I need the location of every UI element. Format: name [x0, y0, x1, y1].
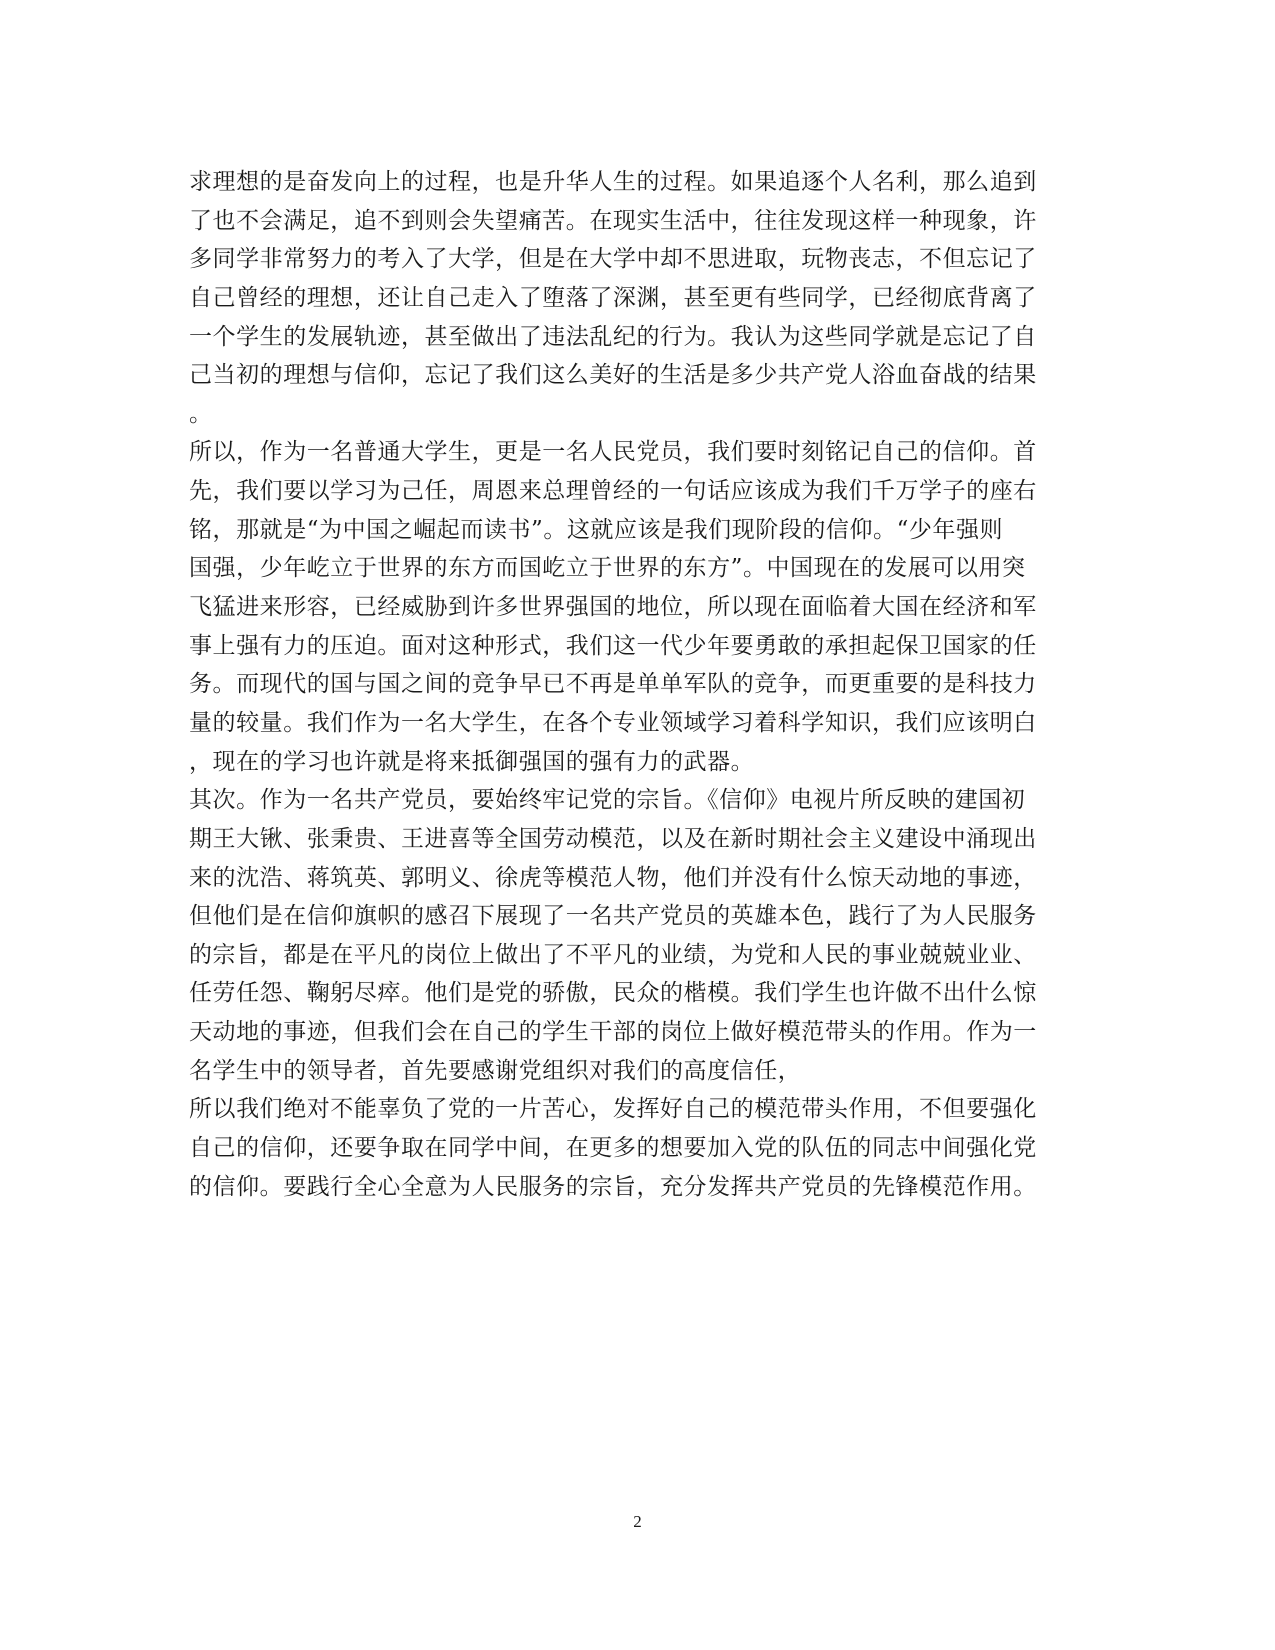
text-line: 名学生中的领导者，首先要感谢党组织对我们的高度信任， [189, 1057, 802, 1084]
text-line: 多同学非常努力的考入了大学，但是在大学中却不思进取，玩物丧志，不但忘记了 [189, 246, 1037, 273]
text-line: 务。而现代的国与国之间的竞争早已不再是单单军队的竞争，而更重要的是科技力 [189, 671, 1037, 698]
page-number: 2 [633, 1512, 642, 1531]
text-line: 天动地的事迹，但我们会在自己的学生干部的岗位上做好模范带头的作用。作为一 [189, 1019, 1037, 1046]
text-line: 量的较量。我们作为一名大学生，在各个专业领域学习着科学知识，我们应该明白 [189, 709, 1037, 736]
text-line: 期王大锹、张秉贵、王进喜等全国劳动模范，以及在新时期社会主义建设中涌现出 [189, 825, 1037, 852]
text-line: 了也不会满足，追不到则会失望痛苦。在现实生活中，往往发现这样一种现象，许 [189, 207, 1037, 234]
text-line: 自己的信仰，还要争取在同学中间，在更多的想要加入党的队伍的同志中间强化党 [189, 1135, 1037, 1162]
text-line: 一个学生的发展轨迹，甚至做出了违法乱纪的行为。我认为这些同学就是忘记了自 [189, 323, 1037, 350]
text-line: 先，我们要以学习为己任，周恩来总理曾经的一句话应该成为我们千万学子的座右 [189, 478, 1037, 505]
body-text [189, 163, 1089, 1206]
text-line: 任劳任怨、鞠躬尽瘁。他们是党的骄傲，民众的楷模。我们学生也许做不出什么惊 [189, 980, 1037, 1007]
text-line: ，现在的学习也许就是将来抵御强国的强有力的武器。 [189, 748, 755, 775]
text-line: 。 [189, 400, 213, 427]
text-line: 铭，那就是“为中国之崛起而读书”。这就应该是我们现阶段的信仰。“少年强则 [189, 516, 1004, 543]
text-line: 的信仰。要践行全心全意为人民服务的宗旨，充分发挥共产党员的先锋模范作用。 [189, 1173, 1037, 1200]
text-line: 求理想的是奋发向上的过程，也是升华人生的过程。如果追逐个人名利，那么追到 [189, 169, 1037, 195]
text-line: 国强，少年屹立于世界的东方而国屹立于世界的东方”。中国现在的发展可以用突 [189, 555, 1026, 582]
text-line: 所以我们绝对不能辜负了党的一片苦心，发挥好自己的模范带头作用，不但要强化 [189, 1096, 1037, 1123]
text-line: 的宗旨，都是在平凡的岗位上做出了不平凡的业绩，为党和人民的事业兢兢业业、 [189, 941, 1037, 968]
text-line: 来的沈浩、蒋筑英、郭明义、徐虎等模范人物，他们并没有什么惊天动地的事迹， [189, 864, 1037, 891]
text-line: 飞猛进来形容，已经威胁到许多世界强国的地位，所以现在面临着大国在经济和军 [189, 594, 1037, 621]
text-line: 己当初的理想与信仰，忘记了我们这么美好的生活是多少共产党人浴血奋战的结果 [189, 362, 1037, 389]
text-line: 所以，作为一名普通大学生，更是一名人民党员，我们要时刻铭记自己的信仰。首 [189, 439, 1037, 466]
text-line: 事上强有力的压迫。面对这种形式，我们这一代少年要勇敢的承担起保卫国家的任 [189, 632, 1037, 659]
text-line: 自己曾经的理想，还让自己走入了堕落了深渊，甚至更有些同学，已经彻底背离了 [189, 284, 1037, 311]
text-line: 但他们是在信仰旗帜的感召下展现了一名共产党员的英雄本色，践行了为人民服务 [189, 903, 1037, 930]
text-line: 其次。作为一名共产党员，要始终牢记党的宗旨。《信仰》电视片所反映的建国初 [189, 787, 1026, 814]
